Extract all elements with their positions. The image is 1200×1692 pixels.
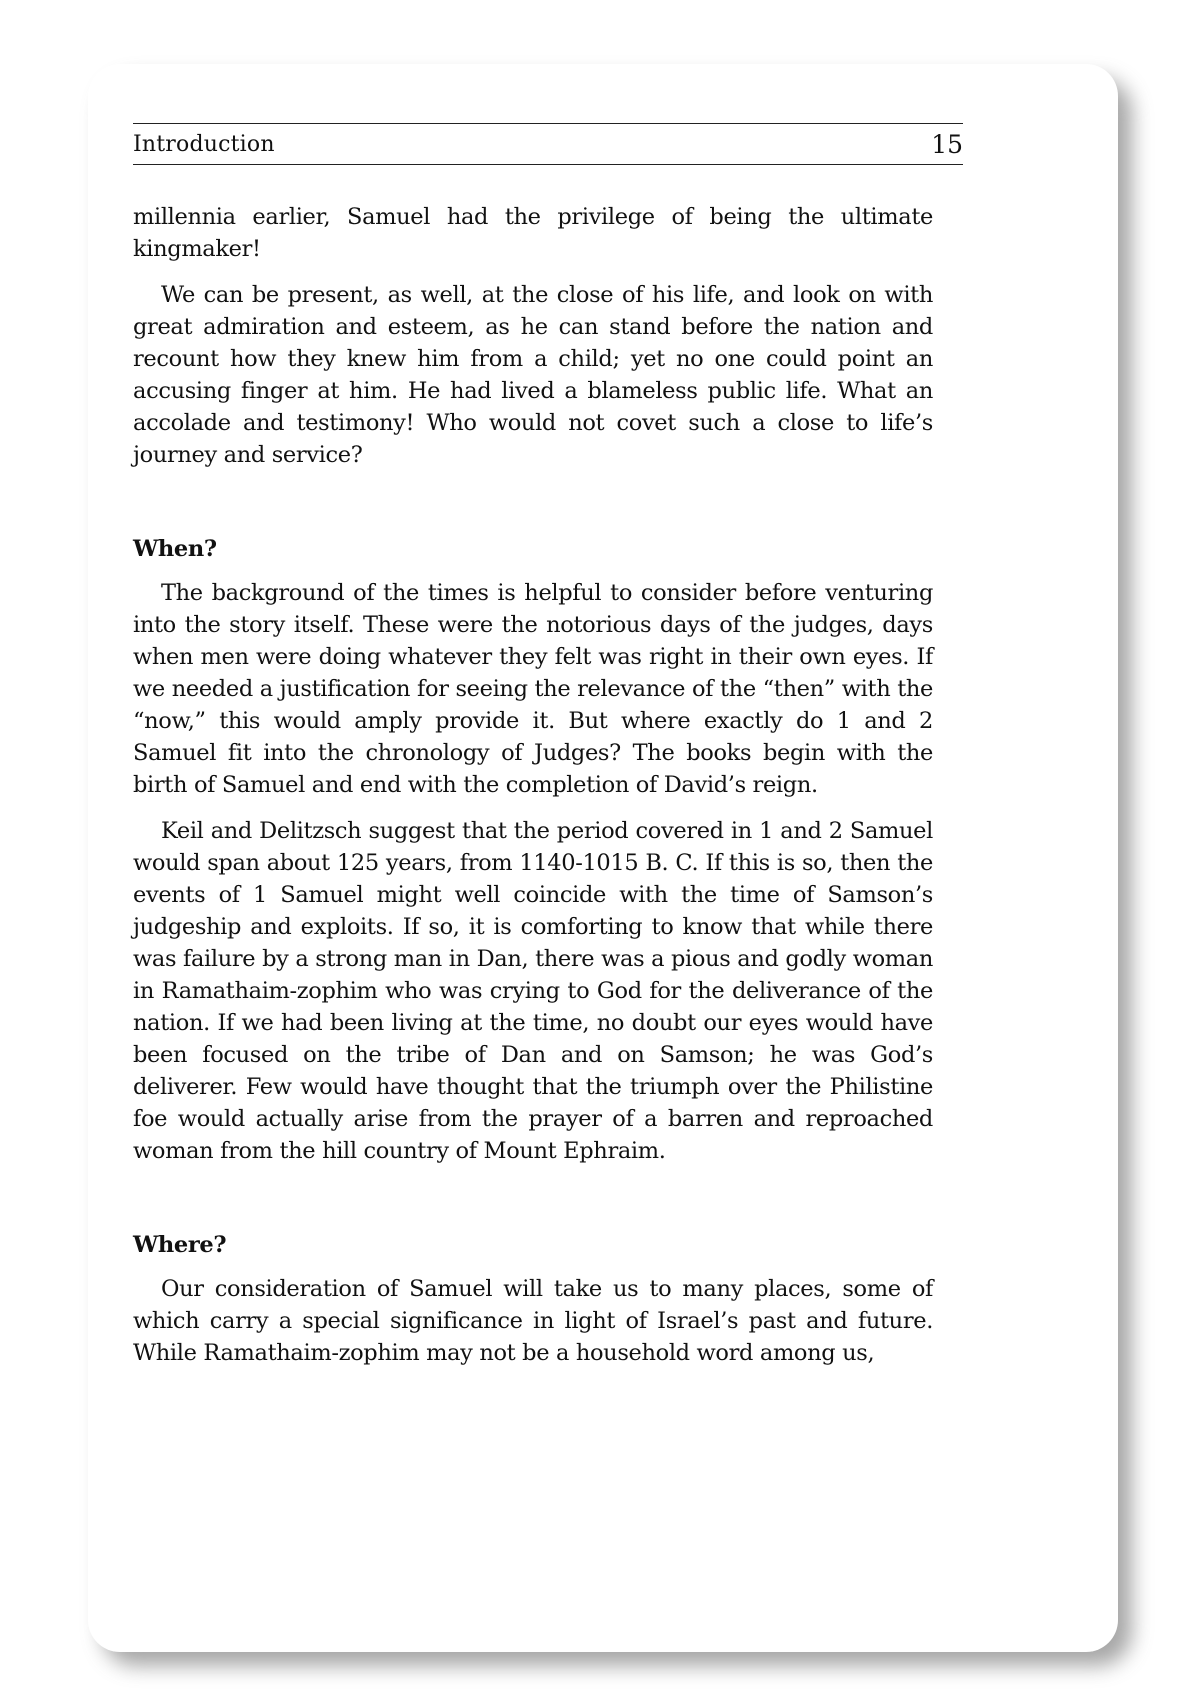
section-heading-when: When? [133,536,217,562]
paragraph: Our consideration of Samuel will take us to many places, some of which carry a special significance in light of Israel’s past and future. While Ramathaim-zophim may not be a household word among us, [133,1276,933,1366]
running-header [133,123,963,165]
page-number: 15 [931,129,963,159]
section-title: Introduction [133,131,275,157]
paragraph: The background of the times is helpful to consider before venturing into the story itself. These were the notorious days of the judges, days when men were doing whatever they felt was right in their own eyes. If we needed a justification for seeing the relevance of the “then” with the “now,” this would amply provide it. But where exactly do 1 and 2 Samuel fit into the chronology of Judges? The books begin with the birth of Samuel and end with the completion of David’s reign. [133,580,933,798]
page-body [133,201,933,1383]
paragraph: Keil and Delitzsch suggest that the period covered in 1 and 2 Samuel would span about 125 years, from 1140-1015 B. C. If this is so, then the events of 1 Samuel might well coincide with the time of Samson’s judgeship and exploits. If so, it is comforting to know that while there was failure by a strong man in Dan, there was a pious and godly woman in Ramathaim-zophim who was crying to God for the deliverance of the nation. If we had been living at the time, no doubt our eyes would have been focused on the tribe of Dan and on Samson; he was God’s deliverer. Few would have thought that the triumph over the Philistine foe would actually arise from the prayer of a barren and reproached woman from the hill country of Mount Ephraim. [133,818,933,1164]
paragraph-continued: millennia earlier, Samuel had the privilege of being the ultimate kingmaker! [133,204,933,262]
paragraph: We can be present, as well, at the close of his life, and look on with great admiration and esteem, as he can stand before the nation and recount how they knew him from a child; yet no one could point an accusing finger at him. He had lived a blameless public life. What an accolade and testimony! Who would not covet such a close to life’s journey and service? [133,282,933,468]
section-heading-where: Where? [133,1232,227,1258]
